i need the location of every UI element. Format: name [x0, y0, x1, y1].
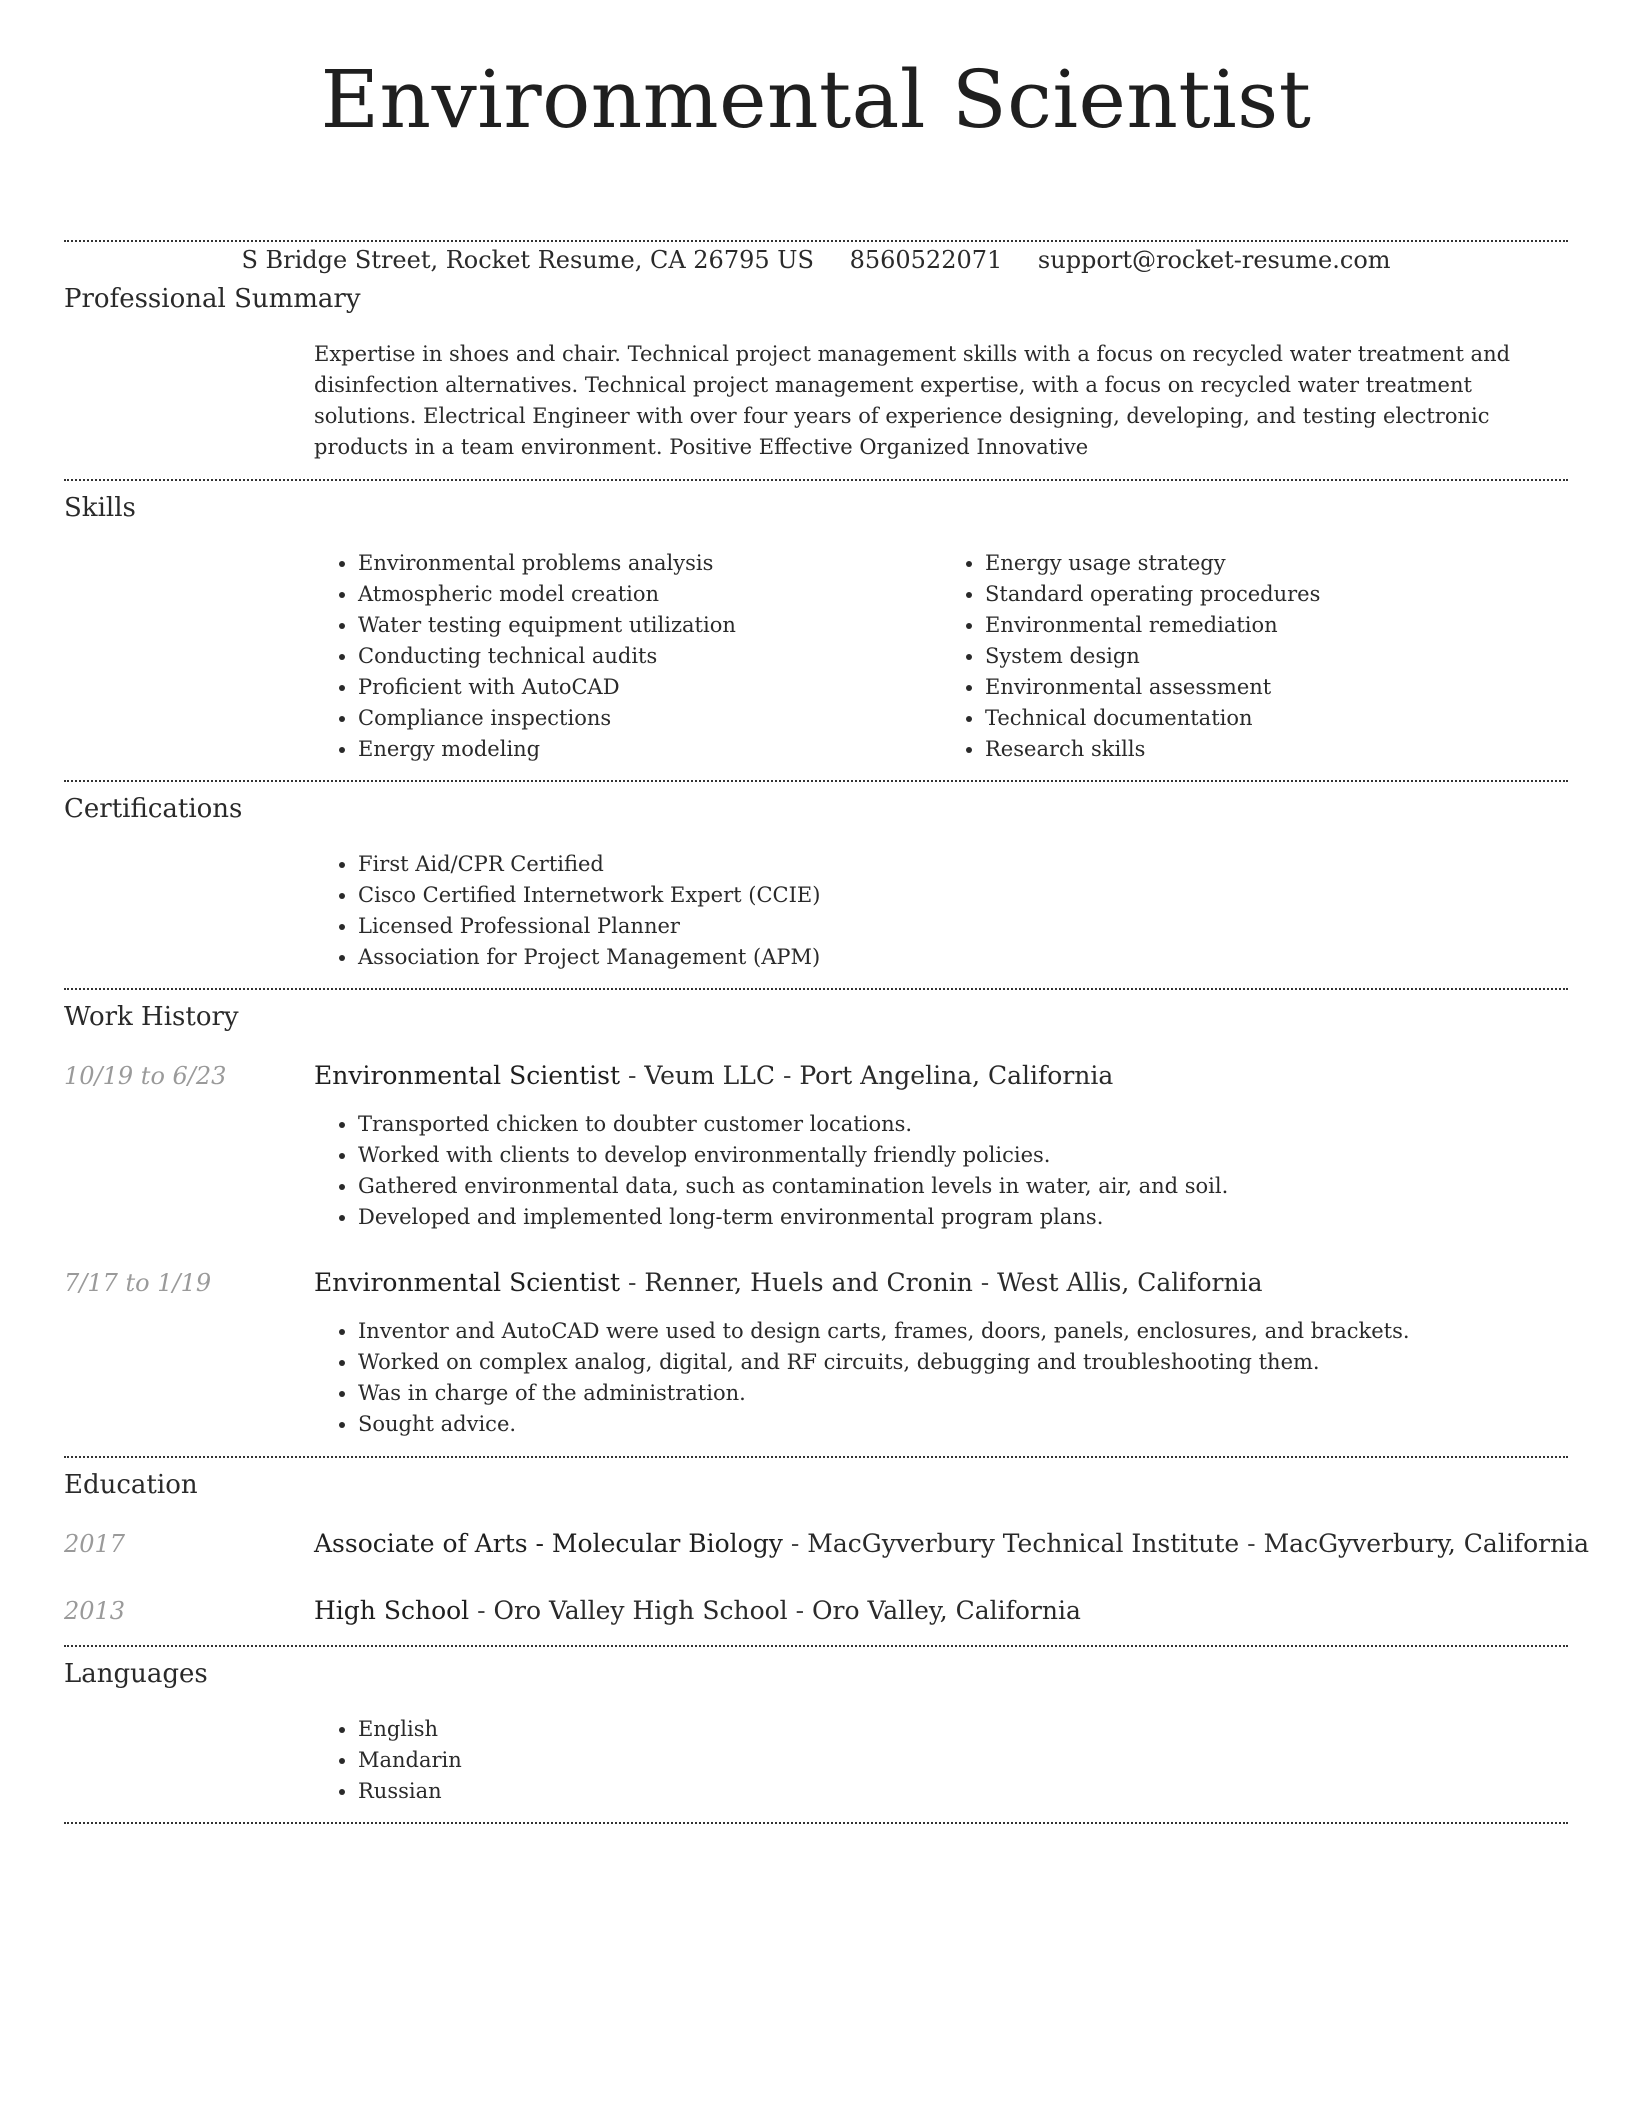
contact-line — [0, 245, 1632, 275]
divider — [64, 1645, 1568, 1647]
list-item: • Sought advice. — [358, 1409, 1568, 1440]
certifications-list — [314, 849, 1568, 973]
list-item: • First Aid/CPR Certified — [358, 849, 1568, 880]
skills-column-right — [941, 548, 1568, 765]
education-degree: High School — [314, 1596, 470, 1625]
separator: - — [620, 1268, 645, 1297]
separator: - — [775, 1061, 800, 1090]
education-year: 2013 — [64, 1597, 126, 1625]
summary-text: Expertise in shoes and chair. Technical project management skills with a focus on recycled water treatment and disinfection alternatives. Technical project management expertise, with a focus on recycled water treatment solutions. Electrical Engineer with over four years of experience designing, developing, and testing electronic products in a team environment. Positive Effective Organized Innovative — [314, 342, 1511, 459]
education-title: Education — [64, 1470, 198, 1500]
divider — [64, 780, 1568, 782]
divider — [64, 240, 1568, 242]
languages-title: Languages — [64, 1659, 208, 1689]
divider — [64, 1822, 1568, 1824]
list-item: • Standard operating procedures — [985, 579, 1568, 610]
education-school: MacGyverbury Technical Institute — [807, 1529, 1240, 1558]
list-item: • Environmental remediation — [985, 610, 1568, 641]
job-heading — [314, 1267, 1568, 1299]
work-history-title: Work History — [64, 1002, 239, 1032]
list-item: • Energy usage strategy — [985, 548, 1568, 579]
list-item: • Russian — [358, 1776, 1568, 1807]
list-item: • Worked on complex analog, digital, and RF circuits, debugging and troubleshooting them. — [358, 1347, 1568, 1378]
education-location: MacGyverbury, California — [1263, 1529, 1590, 1558]
education-location: Oro Valley, California — [812, 1596, 1081, 1625]
job-dates: 7/17 to 1/19 — [64, 1269, 212, 1297]
divider — [64, 988, 1568, 990]
separator: - — [1239, 1529, 1264, 1558]
separator: - — [787, 1596, 813, 1625]
job-location: West Allis, California — [997, 1268, 1263, 1297]
list-item: • Water testing equipment utilization — [358, 610, 941, 641]
summary-title: Professional Summary — [64, 284, 361, 314]
list-item: • Developed and implemented long-term environmental program plans. — [358, 1202, 1568, 1233]
education-heading — [314, 1595, 1568, 1627]
list-item: • Gathered environmental data, such as contamination levels in water, air, and soil. — [358, 1171, 1568, 1202]
resume-name: Environmental Scientist — [320, 53, 1312, 146]
separator: - — [782, 1529, 808, 1558]
list-item: • Technical documentation — [985, 703, 1568, 734]
list-item: • Licensed Professional Planner — [358, 911, 1568, 942]
skills-list — [314, 548, 1568, 765]
education-degree: Associate of Arts - Molecular Biology — [314, 1529, 783, 1558]
list-item: • Environmental assessment — [985, 672, 1568, 703]
education-year: 2017 — [64, 1530, 126, 1558]
email: support@rocket-resume.com — [1037, 246, 1391, 274]
separator: - — [469, 1596, 494, 1625]
list-item: • Cisco Certified Internetwork Expert (CCIE) — [358, 880, 1568, 911]
list-item: • Energy modeling — [358, 734, 941, 765]
job-role: Environmental Scientist — [314, 1061, 621, 1090]
summary-content — [314, 339, 1568, 463]
separator: - — [972, 1268, 998, 1297]
phone: 8560522071 — [849, 246, 1003, 274]
divider — [64, 479, 1568, 481]
list-item: • Transported chicken to doubter customer locations. — [358, 1109, 1568, 1140]
list-item: • Environmental problems analysis — [358, 548, 941, 579]
list-item: • Research skills — [985, 734, 1568, 765]
job-bullets — [314, 1316, 1568, 1440]
list-item: • Mandarin — [358, 1745, 1568, 1776]
list-item: • Association for Project Management (APM) — [358, 942, 1568, 973]
job-bullets — [314, 1109, 1568, 1233]
list-item: • Worked with clients to develop environmentally friendly policies. — [358, 1140, 1568, 1171]
divider — [64, 1456, 1568, 1458]
list-item: • Atmospheric model creation — [358, 579, 941, 610]
skills-column-left — [314, 548, 941, 765]
list-item: • Inventor and AutoCAD were used to design carts, frames, doors, panels, enclosures, and brackets. — [358, 1316, 1568, 1347]
list-item: • Compliance inspections — [358, 703, 941, 734]
list-item: • Conducting technical audits — [358, 641, 941, 672]
skills-title: Skills — [64, 493, 136, 523]
job-location: Port Angelina, California — [799, 1061, 1114, 1090]
list-item: • English — [358, 1714, 1568, 1745]
list-item: • System design — [985, 641, 1568, 672]
job-dates: 10/19 to 6/23 — [64, 1062, 227, 1090]
job-role: Environmental Scientist — [314, 1268, 621, 1297]
separator: - — [620, 1061, 645, 1090]
list-item: • Was in charge of the administration. — [358, 1378, 1568, 1409]
certifications-title: Certifications — [64, 794, 243, 824]
list-item: • Proficient with AutoCAD — [358, 672, 941, 703]
job-company: Renner, Huels and Cronin — [644, 1268, 973, 1297]
education-heading — [314, 1528, 1590, 1560]
job-heading — [314, 1060, 1568, 1092]
address: S Bridge Street, Rocket Resume, CA 26795 US — [241, 246, 814, 274]
languages-list — [314, 1714, 1568, 1807]
education-school: Oro Valley High School — [493, 1596, 788, 1625]
job-company: Veum LLC — [644, 1061, 775, 1090]
